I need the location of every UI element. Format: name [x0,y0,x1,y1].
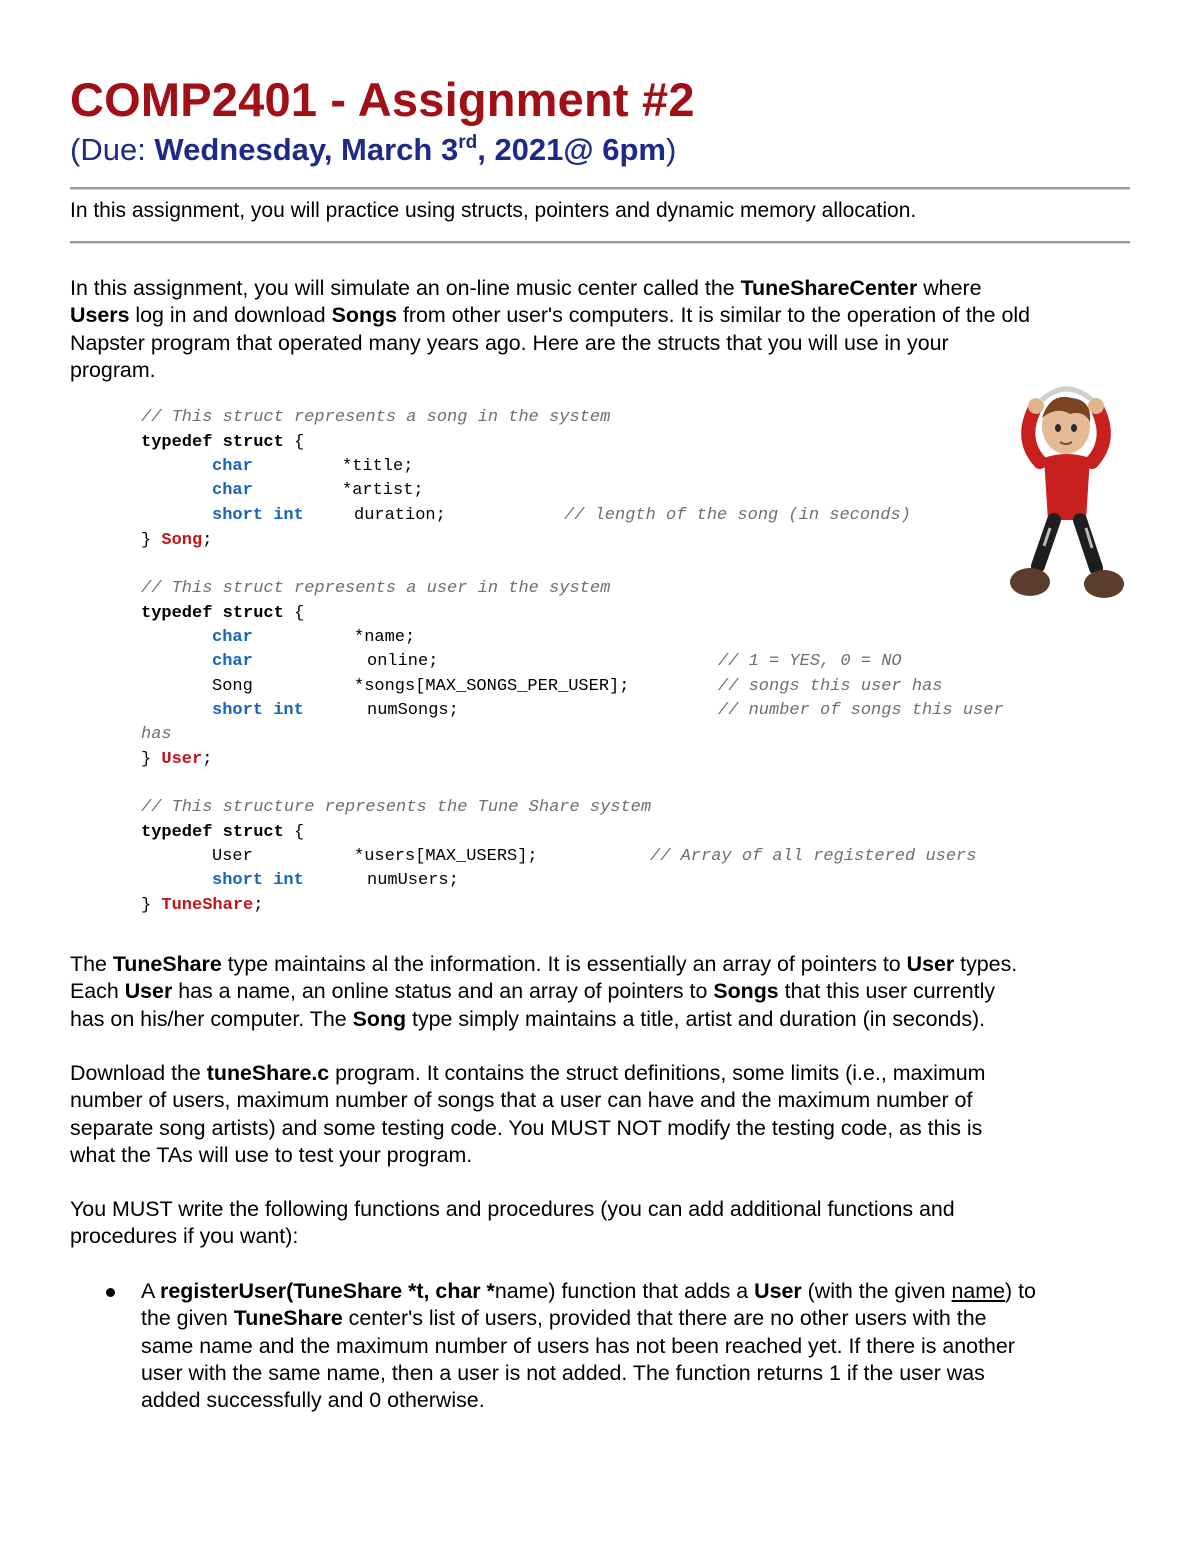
page-title: COMP2401 - Assignment #2 [70,73,695,126]
overview-paragraph: In this assignment, you will simulate an on-line music center called the TuneShareCenter where Users log in and download Songs from other user's computers. It is similar to the operation of the old Napster program that operated many years ago. Here are the structs that you will use in your program. [70,276,1031,382]
due-date: (Due: Wednesday, March 3rd, 2021@ 6pm) [70,132,677,167]
list-item: A registerUser(TuneShare *t, char *name) function that adds a User (with the given name) to the given TuneShare center's list of users, provided that there are no other users with the same name and the maximum number of users has not been reached yet. If there is another user with the same name, then a user is not added. The function returns 1 if the user was added successfully and 0 otherwise. [70,1278,1132,1414]
divider-top [70,187,1130,190]
bullet-icon [106,1288,115,1297]
due-date-value: Wednesday, March 3rd, 2021@ 6pm [154,132,666,167]
download-paragraph: Download the tuneShare.c program. It contains the struct definitions, some limits (i.e., maximum number of users, maximum number of songs that a user can have and the maximum number of separate song artists) and some testing code. You MUST NOT modify the testing code, as this is what the TAs will use to test your program. [70,1061,986,1167]
requirements-paragraph: You MUST write the following functions and procedures (you can add additional functions and procedures if you want): [70,1197,955,1249]
divider-bottom [70,241,1130,244]
tuneshare-paragraph: The TuneShare type maintains al the information. It is essentially an array of pointers to User types. Each User has a name, an online status and an array of pointers to Songs that this user currently has on his/her computer. The Song type simply maintains a title, artist and duration (in seconds). [70,952,1018,1031]
intro-text: In this assignment, you will practice using structs, pointers and dynamic memory allocation. [70,199,917,222]
code-block: // This struct represents a song in the system typedef struct { char *title; char *artist; short int duration; // length of the song (in seconds) } Song; // This struct represents a user in the system typedef struct { char *name; char online; // 1 = YES, 0 = NO Song *songs[MAX_SONGS_PER_USER]; // songs this user has short int numSongs; // number of songs this user has } User; // This structure represents the Tune Share system typedef struct { User *users[MAX_USERS]; // Array of all registered users short int numUsers; } TuneShare; [141,408,1004,915]
cartoon-figure-icon [1000,370,1130,610]
requirements-list [70,1278,1132,1414]
